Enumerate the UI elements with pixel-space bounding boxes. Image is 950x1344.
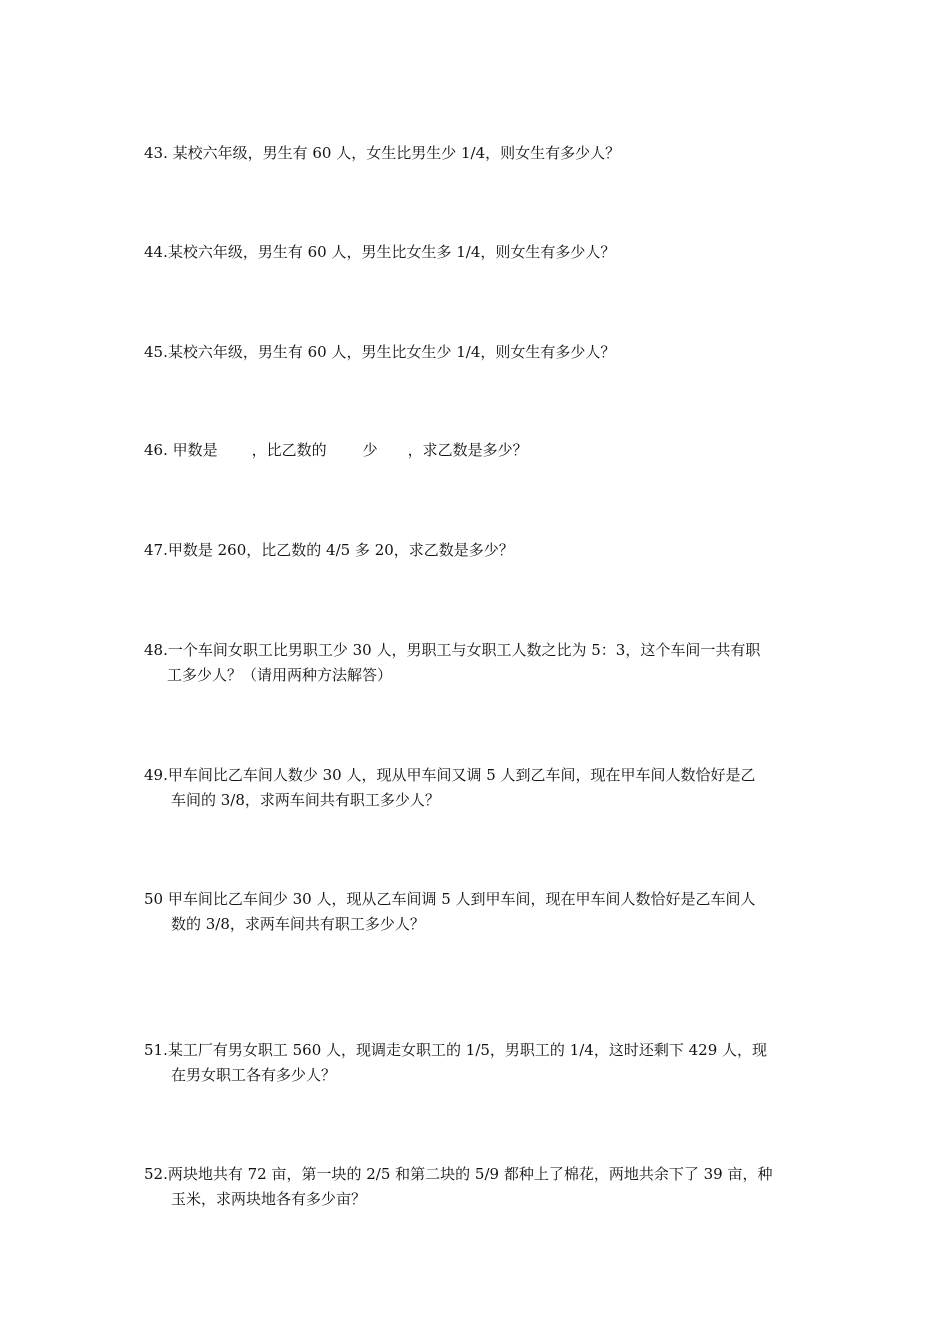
question-text: 44.某校六年级，男生有 60 人，男生比女生多 1/4，则女生有多少人？ <box>144 243 616 261</box>
question-43 <box>144 141 810 166</box>
question-44 <box>144 240 810 265</box>
question-text-line-1: 50 甲车间比乙车间少 30 人，现从乙车间调 5 人到甲车间，现在甲车间人数恰好是乙车间人 <box>144 890 756 908</box>
question-text-line-2: 工多少人？（请用两种方法解答） <box>167 666 393 684</box>
question-47 <box>144 538 810 563</box>
question-51 <box>144 1038 810 1088</box>
question-text-line-1: 52.两块地共有 72 亩，第一块的 2/5 和第二块的 5/9 都种上了棉花，两地共余下了 39 亩，种 <box>144 1165 773 1183</box>
question-text: 43. 某校六年级，男生有 60 人，女生比男生少 1/4，则女生有多少人？ <box>144 144 621 162</box>
question-text: 47.甲数是 260，比乙数的 4/5 多 20，求乙数是多少？ <box>144 541 514 559</box>
question-text-line-2: 玉米，求两块地各有多少亩？ <box>171 1190 367 1208</box>
question-text-line-2: 车间的 3/8，求两车间共有职工多少人？ <box>171 791 440 809</box>
question-49 <box>144 763 810 813</box>
question-text-line-2: 在男女职工各有多少人？ <box>171 1066 337 1084</box>
question-text-part: ，求乙数是多少？ <box>407 441 528 459</box>
question-text: 45.某校六年级，男生有 60 人，男生比女生少 1/4，则女生有多少人？ <box>144 343 616 361</box>
question-46 <box>144 438 810 463</box>
question-text-line-2: 数的 3/8，求两车间共有职工多少人？ <box>171 915 425 933</box>
question-52 <box>144 1162 810 1212</box>
question-text-part: 46. 甲数是 <box>144 441 218 459</box>
question-text-part: ，比乙数的 <box>251 441 327 459</box>
question-text-line-1: 48.一个车间女职工比男职工少 30 人，男职工与女职工人数之比为 5：3，这个车间一共有职 <box>144 641 761 659</box>
question-text-line-1: 51.某工厂有男女职工 560 人，现调走女职工的 1/5，男职工的 1/4，这时还剩下 429 人，现 <box>144 1041 768 1059</box>
question-text-line-1: 49.甲车间比乙车间人数少 30 人，现从甲车间又调 5 人到乙车间，现在甲车间人数恰好是乙 <box>144 766 756 784</box>
question-48 <box>144 638 810 688</box>
question-45 <box>144 340 810 365</box>
question-text-part: 少 <box>362 441 378 459</box>
question-50 <box>144 887 810 937</box>
